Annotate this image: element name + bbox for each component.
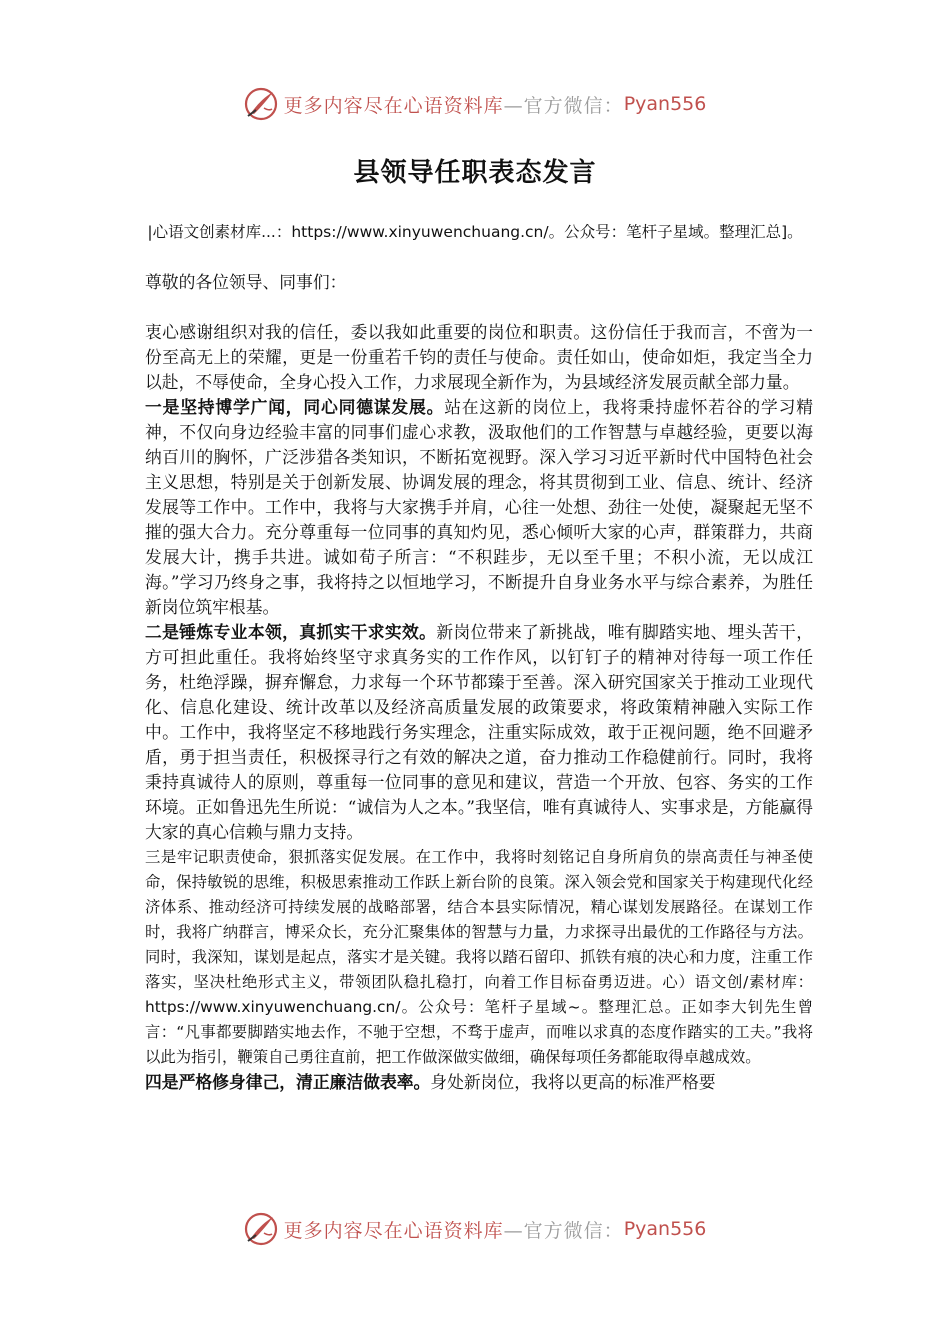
banner-brand: 更多内容尽在心语资料库: [283, 1219, 504, 1242]
banner-separator: —官方微信：: [503, 1219, 624, 1242]
header-banner: [0, 84, 950, 124]
document-body: [145, 270, 813, 1095]
section-heading: 一是坚持博学广闻，同心同德谋发展。: [145, 397, 445, 417]
banner-wechat-id: Pyan556: [623, 1218, 707, 1240]
section-paragraph: [145, 395, 813, 620]
section-body: 站在这新的岗位上，我将秉持虚怀若谷的学习精神，不仅向身边经验丰富的同事们虚心求教，汲取他们的工作智慧与卓越经验，更要以海纳百川的胸怀，广泛涉猎各类知识，不断拓宽视野。深入学习习近平新时代中国特色社会主义思想，特别是关于创新发展、协调发展的理念，将其贯彻到工业、信息、统计、经济发展等工作中。工作中，我将与大家携手并肩，心往一处想、劲往一处使，凝聚起无坚不摧的强大合力。充分尊重每一位同事的真知灼见，悉心倾听大家的心声，群策群力，共商发展大计，携手共进。诚如荀子所言：“不积跬步，无以至千里；不积小流，无以成江海。”学习乃终身之事，我将持之以恒地学习，不断提升自身业务水平与综合素养，为胜任新岗位筑牢根基。: [145, 397, 813, 617]
section-paragraph: [145, 620, 813, 845]
section-body: 身处新岗位，我将以更高的标准严格要: [430, 1072, 716, 1092]
source-line: |心语文创素材库...：https://www.xinyuwenchuang.cn/。公众号：笔杆子星域。整理汇总]。: [147, 223, 803, 241]
section-heading: 三是牢记职责使命，狠抓落实促发展。: [145, 848, 416, 866]
quill-icon: [244, 1212, 278, 1246]
section-body: 在工作中，我将时刻铭记自身所肩负的崇高责任与神圣使命，保持敏锐的思维，积极思索推动工作跃上新台阶的良策。深入领会党和国家关于构建现代化经济体系、推动经济可持续发展的战略部署，结合本县实际情况，精心谋划发展路径。在谋划工作时，我将广纳群言，博采众长，充分汇聚集体的智慧与力量，力求探寻出最优的工作路径与方法。同时，我深知，谋划是起点，落实才是关键。我将以踏石留印、抓铁有痕的决心和力度，注重工作落实，坚决杜绝形式主义，带领团队稳扎稳打，向着工作目标奋勇迈进。心）语文创/素材库：https://www.xinyuwenchuang.cn/。公众号：笔杆子星域~。整理汇总。正如李大钊先生曾言：“凡事都要脚踏实地去作，不驰于空想，不骛于虚声，而唯以求真的态度作踏实的工夫。”我将以此为指引，鞭策自己勇往直前，把工作做深做实做细，确保每项任务都能取得卓越成效。: [145, 848, 813, 1066]
page-title: 县领导任职表态发言: [353, 158, 597, 188]
footer-banner: [0, 1209, 950, 1249]
section-heading: 四是严格修身律己，清正廉洁做表率。: [145, 1072, 431, 1092]
banner-brand: 更多内容尽在心语资料库: [283, 94, 504, 117]
section-paragraph: [145, 845, 813, 1070]
intro-paragraph: 衷心感谢组织对我的信任，委以我如此重要的岗位和职责。这份信任于我而言，不啻为一份至高无上的荣耀，更是一份重若千钧的责任与使命。责任如山，使命如炬，我定当全力以赴，不辱使命，全身心投入工作，力求展现全新作为，为县域经济发展贡献全部力量。: [145, 322, 813, 392]
banner-separator: —官方微信：: [503, 94, 624, 117]
section-paragraph: [145, 1070, 813, 1095]
banner-wechat-id: Pyan556: [623, 93, 707, 115]
paragraph-gap: [145, 295, 813, 320]
section-heading: 二是锤炼专业本领，真抓实干求实效。: [145, 622, 437, 642]
quill-icon: [244, 87, 278, 121]
greeting: 尊敬的各位领导、同事们：: [145, 272, 347, 292]
section-body: 新岗位带来了新挑战，唯有脚踏实地、埋头苦干，方可担此重任。我将始终坚守求真务实的工作作风，以钉钉子的精神对待每一项工作任务，杜绝浮躁，摒弃懈怠，力求每一个环节都臻于至善。深入研究国家关于推动工业现代化、信息化建设、统计改革以及经济高质量发展的政策要求，将政策精神融入实际工作中。工作中，我将坚定不移地践行务实理念，注重实际成效，敢于正视问题，绝不回避矛盾，勇于担当责任，积极探寻行之有效的解决之道，奋力推动工作稳健前行。同时，我将秉持真诚待人的原则，尊重每一位同事的意见和建议，营造一个开放、包容、务实的工作环境。正如鲁迅先生所说：“诚信为人之本。”我坚信，唯有真诚待人、实事求是，方能赢得大家的真心信赖与鼎力支持。: [145, 622, 813, 842]
